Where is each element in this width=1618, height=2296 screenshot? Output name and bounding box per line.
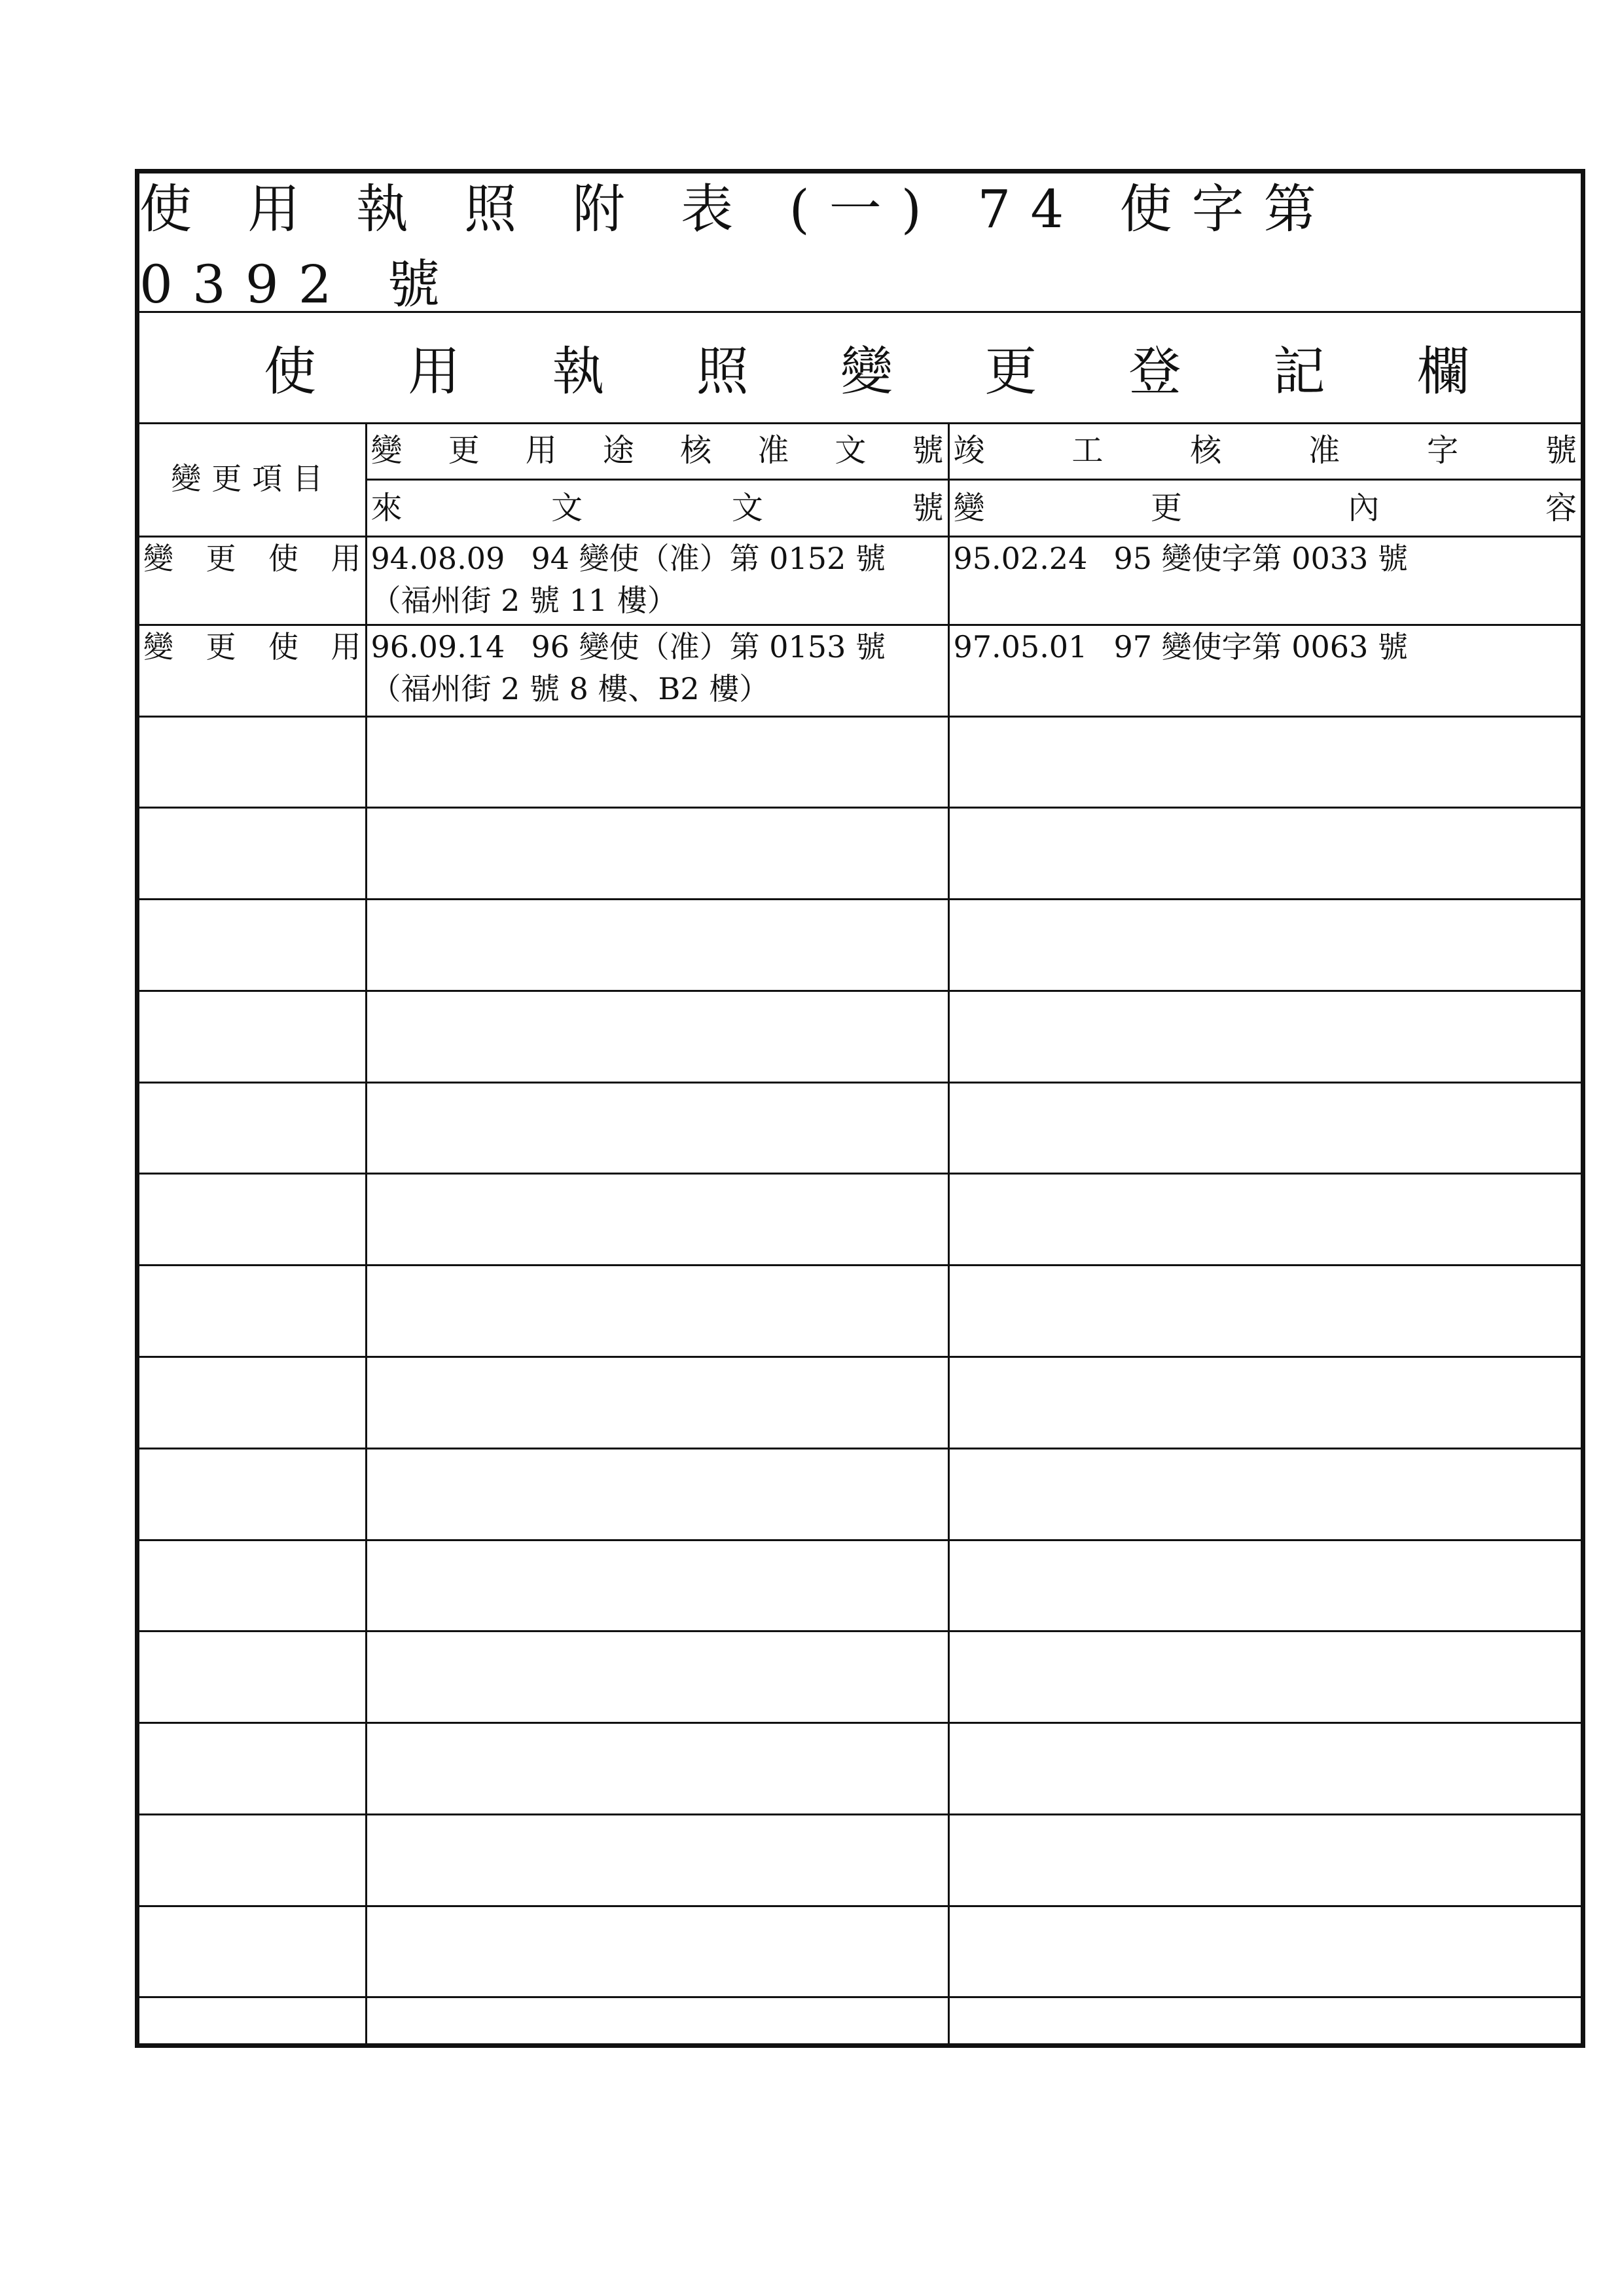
empty-cell [948, 1357, 1581, 1448]
subtitle-char: 更 [984, 340, 1037, 402]
subtitle-char: 記 [1272, 340, 1325, 402]
header-char: 核 [1190, 431, 1222, 469]
empty-cell [366, 1266, 948, 1357]
header-char: 文 [731, 489, 763, 526]
empty-cell [366, 716, 948, 808]
header-char: 變 [953, 489, 985, 526]
subtitle-char: 使 [264, 340, 316, 402]
empty-cell [366, 1082, 948, 1174]
item-char: 更 [206, 540, 236, 576]
empty-cell [948, 1906, 1581, 1997]
form-subtitle [139, 311, 1581, 424]
empty-cell [366, 1723, 948, 1815]
empty-row [139, 808, 1581, 900]
completion-date: 95.02.24 [953, 540, 1088, 576]
header-char: 更 [1150, 489, 1182, 526]
empty-cell [366, 808, 948, 900]
empty-cell [139, 1997, 366, 2043]
table-row [139, 536, 1581, 625]
row-approval [366, 536, 948, 625]
header-char: 更 [448, 431, 480, 469]
header-row-top [139, 422, 1581, 479]
empty-row [139, 1631, 1581, 1723]
item-char: 變 [143, 540, 173, 576]
empty-cell [139, 1174, 366, 1266]
approval-date: 96.09.14 [370, 629, 505, 665]
item-char: 用 [331, 540, 361, 576]
header-change-item: 變更項目 [139, 422, 366, 536]
empty-cell [139, 1723, 366, 1815]
header-char: 核 [680, 431, 712, 469]
empty-cell [948, 1723, 1581, 1815]
empty-cell [948, 900, 1581, 991]
item-char: 更 [206, 629, 236, 665]
approval-number: 94 變使（准）第 0152 號 [531, 540, 886, 576]
empty-cell [948, 716, 1581, 808]
empty-cell [139, 1448, 366, 1540]
empty-cell [366, 1540, 948, 1631]
header-char: 容 [1545, 489, 1577, 526]
empty-row [139, 1814, 1581, 1906]
empty-cell [139, 991, 366, 1082]
row-completion [948, 625, 1581, 716]
empty-row [139, 1906, 1581, 1997]
empty-cell [139, 716, 366, 808]
approval-note: （福州街 2 號 8 樓、B2 樓） [370, 670, 770, 706]
header-char: 號 [912, 431, 944, 469]
row-approval [366, 625, 948, 716]
empty-cell [139, 1082, 366, 1174]
empty-cell [948, 1082, 1581, 1174]
row-item [139, 536, 366, 625]
empty-row [139, 1357, 1581, 1448]
row-item [139, 625, 366, 716]
empty-cell [948, 1174, 1581, 1266]
header-char: 號 [1545, 431, 1577, 469]
header-char: 內 [1348, 489, 1380, 526]
empty-cell [139, 1540, 366, 1631]
subtitle-char: 登 [1128, 340, 1181, 402]
header-char: 用 [525, 431, 557, 469]
approval-date: 94.08.09 [370, 540, 505, 576]
empty-row [139, 1174, 1581, 1266]
subtitle-char: 欄 [1417, 340, 1469, 402]
header-incoming-doc [366, 479, 948, 536]
empty-cell [948, 1266, 1581, 1357]
approval-note: （福州街 2 號 11 樓） [370, 582, 677, 618]
empty-row [139, 1997, 1581, 2043]
table-row [139, 625, 1581, 716]
empty-cell [139, 1906, 366, 1997]
header-char: 准 [757, 431, 789, 469]
empty-cell [366, 1357, 948, 1448]
empty-row [139, 1540, 1581, 1631]
header-change-content [948, 479, 1581, 536]
empty-cell [139, 1357, 366, 1448]
empty-cell [948, 1814, 1581, 1906]
header-char: 竣 [953, 431, 985, 469]
empty-cell [948, 991, 1581, 1082]
empty-cell [366, 991, 948, 1082]
empty-cell [948, 808, 1581, 900]
item-char: 用 [331, 629, 361, 665]
empty-cell [366, 1997, 948, 2043]
header-char: 文 [835, 431, 867, 469]
header-char: 准 [1308, 431, 1340, 469]
item-char: 使 [268, 629, 298, 665]
header-char: 文 [551, 489, 583, 526]
empty-row [139, 1082, 1581, 1174]
header-approval-doc [366, 422, 948, 479]
empty-row [139, 1448, 1581, 1540]
empty-row [139, 1723, 1581, 1815]
empty-cell [948, 1997, 1581, 2043]
header-char: 工 [1071, 431, 1104, 469]
empty-cell [948, 1631, 1581, 1723]
empty-cell [366, 1448, 948, 1540]
empty-cell [948, 1540, 1581, 1631]
header-char: 號 [912, 489, 944, 526]
header-char: 字 [1427, 431, 1459, 469]
empty-cell [366, 1906, 948, 1997]
completion-number: 95 變使字第 0033 號 [1113, 540, 1408, 576]
completion-date: 97.05.01 [953, 629, 1088, 665]
usage-permit-form [135, 169, 1585, 2048]
row-completion [948, 536, 1581, 625]
empty-cell [366, 1174, 948, 1266]
empty-row [139, 991, 1581, 1082]
empty-cell [948, 1448, 1581, 1540]
empty-cell [366, 900, 948, 991]
empty-row [139, 1266, 1581, 1357]
subtitle-char: 用 [408, 340, 461, 402]
subtitle-char: 變 [840, 340, 893, 402]
empty-cell [139, 1814, 366, 1906]
header-completion-no [948, 422, 1581, 479]
subtitle-char: 執 [552, 340, 605, 402]
item-char: 使 [268, 540, 298, 576]
empty-cell [139, 1266, 366, 1357]
empty-row [139, 900, 1581, 991]
empty-cell [366, 1814, 948, 1906]
empty-cell [366, 1631, 948, 1723]
completion-number: 97 變使字第 0063 號 [1113, 629, 1408, 665]
form-title: 使 用 執 照 附 表 (一) 74 使字第 0392 號 [139, 173, 1581, 313]
item-char: 變 [143, 629, 173, 665]
empty-row [139, 716, 1581, 808]
header-char: 途 [602, 431, 634, 469]
empty-cell [139, 808, 366, 900]
subtitle-char: 照 [696, 340, 749, 402]
change-register-table [139, 422, 1581, 2043]
header-char: 變 [370, 431, 403, 469]
header-char: 來 [370, 489, 403, 526]
approval-number: 96 變使（准）第 0153 號 [531, 629, 886, 665]
empty-cell [139, 1631, 366, 1723]
empty-cell [139, 900, 366, 991]
